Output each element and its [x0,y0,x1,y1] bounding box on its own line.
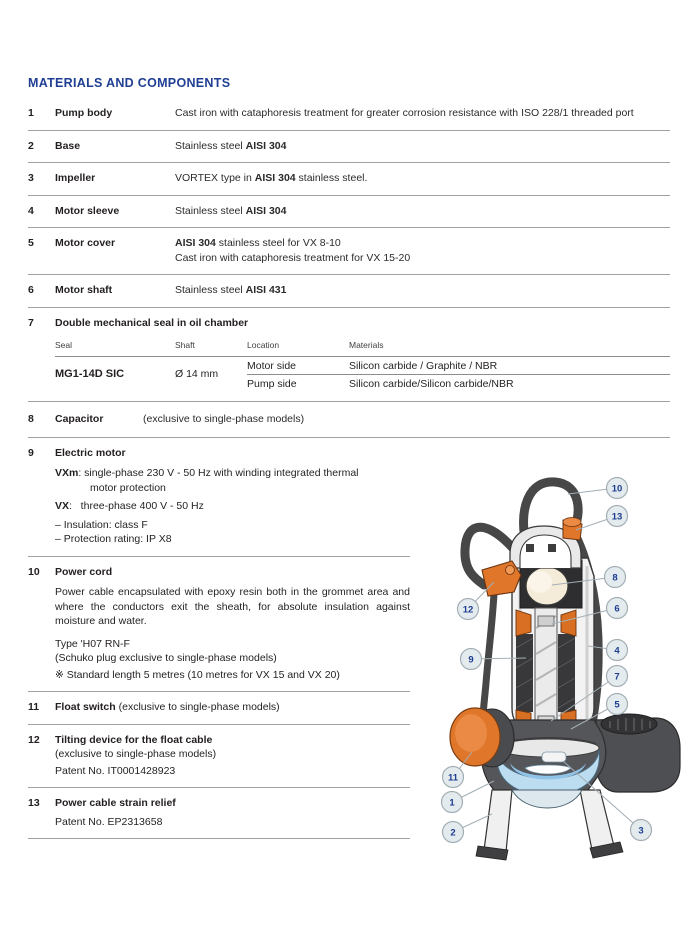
list-item-motor-sleeve [28,196,670,229]
capacitor [526,567,568,605]
item-number: 6 [28,284,34,296]
description-line: VXm: single-phase 230 V - 50 Hz with winding integrated thermal [55,467,359,479]
item-label: Motor sleeve [55,204,120,217]
callout-2 [443,822,464,843]
svg-text:5: 5 [614,699,620,711]
svg-text:2: 2 [450,827,456,839]
svg-text:7: 7 [614,671,620,683]
item-label: Power cord [55,565,113,578]
shaft-diameter: Ø 14 mm [175,368,219,380]
list-item-strain-relief [28,788,410,839]
item-number: 11 [28,701,40,713]
list-item-pump-body [28,98,670,131]
item-description: Stainless steel AISI 304 [175,139,287,152]
callout-10 [607,478,628,499]
item-label: Base [55,139,81,152]
description-line: Type 'H07 RN-F [55,637,130,650]
callout-12 [458,599,479,620]
callout-8 [605,567,626,588]
description-line: (Schuko plug exclusive to single-phase models) [55,652,277,664]
list-item-power-cord [28,557,410,693]
callout-3 [631,820,652,841]
list-item-tilting-device [28,725,410,789]
list-item-impeller [28,163,670,196]
discharge-port [596,714,680,792]
callout-4 [607,640,628,661]
table-header-seal: Seal [55,338,175,357]
item-description [175,236,670,265]
item-label: Float switch [55,701,116,713]
table-cell-location: Pump side [247,374,349,392]
float-switch [450,708,514,767]
description-line: AISI 304 stainless steel for VX 8-10 [175,237,341,249]
svg-text:9: 9 [468,654,474,666]
item-number: 1 [28,107,34,119]
item-note: (exclusive to single-phase models) [143,413,305,425]
callout-9 [461,649,482,670]
item-label: Tilting device for the float cable [55,733,213,746]
item-description: Stainless steel AISI 431 [175,284,287,296]
pump-cutaway-illustration [430,458,691,905]
item-description: Stainless steel AISI 304 [175,204,287,217]
item-number: 4 [28,204,34,217]
table-cell-materials: Silicon carbide/Silicon carbide/NBR [349,374,670,392]
item-label: Motor cover [55,237,116,249]
description-line: motor protection [90,481,166,494]
pump-figure [430,458,691,905]
svg-text:6: 6 [614,603,620,615]
callout-13 [607,506,628,527]
table-header-materials: Materials [349,338,670,357]
callout-1 [442,792,463,813]
list-item-float-switch [28,692,410,725]
list-item-capacitor [28,402,670,438]
base-legs [476,790,623,860]
item-description [55,466,410,547]
motor-shaft [535,608,557,726]
item-label: Power cable strain relief [55,797,176,809]
description-line: ※ Standard length 5 metres (10 metres for VX 15 and VX 20) [55,668,340,681]
table-cell-location: Motor side [247,360,297,372]
float-cable [483,594,494,726]
table-header-shaft: Shaft [175,338,247,357]
item-number: 2 [28,139,34,152]
item-number: 13 [28,797,40,809]
list-item-motor-shaft [28,275,670,308]
item-note: (exclusive to single-phase models) [55,748,217,760]
callout-7 [607,666,628,687]
callout-11 [443,767,464,788]
item-number: 10 [28,565,40,578]
item-number: 8 [28,413,34,425]
table-cell-materials: Silicon carbide / Graphite / NBR [349,360,498,372]
list-item-motor-cover [28,228,670,275]
patent-number: Patent No. IT0001428923 [55,764,176,777]
patent-number: Patent No. EP2313658 [55,815,163,828]
item-number: 5 [28,237,34,249]
item-label: Impeller [55,172,96,184]
description-line: Cast iron with cataphoresis treatment for VX 15-20 [175,251,411,264]
svg-text:12: 12 [462,604,474,616]
list-item-electric-motor [28,438,410,557]
seal-model: MG1-14D SIC [55,368,125,380]
svg-text:4: 4 [614,645,620,657]
item-number: 9 [28,446,34,459]
item-number: 7 [28,316,34,329]
item-label: Pump body [55,107,113,119]
svg-text:3: 3 [638,825,644,837]
item-label: Electric motor [55,446,126,459]
list-item-mechanical-seal [28,308,670,403]
item-number: 3 [28,172,34,184]
item-number: 12 [28,733,40,746]
table-header-location: Location [247,338,349,357]
description-line: – Insulation: class F [55,518,148,531]
svg-text:8: 8 [612,572,618,584]
seal-spec-table [55,338,670,392]
item-label: Double mechanical seal in oil chamber [55,316,249,329]
description-line: – Protection rating: IP X8 [55,533,172,545]
page-title: MATERIALS AND COMPONENTS [28,76,231,90]
item-label: Motor shaft [55,284,113,296]
item-label: Capacitor [55,413,104,425]
item-description: VORTEX type in AISI 304 stainless steel. [175,172,368,184]
callout-6 [607,598,628,619]
item-note: (exclusive to single-phase models) [115,701,280,713]
impeller [542,752,566,762]
svg-text:11: 11 [447,772,459,784]
description-line: VX: three-phase 400 V - 50 Hz [55,500,204,512]
callout-5 [607,694,628,715]
item-paragraph: Power cable encapsulated with epoxy resin both in the grommet area and where the conductors exit the sheath, for absolute insulation against moisture and water. [55,586,410,627]
list-item-base [28,131,670,164]
svg-text:1: 1 [449,797,455,809]
svg-text:10: 10 [611,483,623,495]
item-description: Cast iron with cataphoresis treatment for greater corrosion resistance with ISO 228/1 threaded port [175,107,634,119]
svg-text:13: 13 [611,511,623,523]
